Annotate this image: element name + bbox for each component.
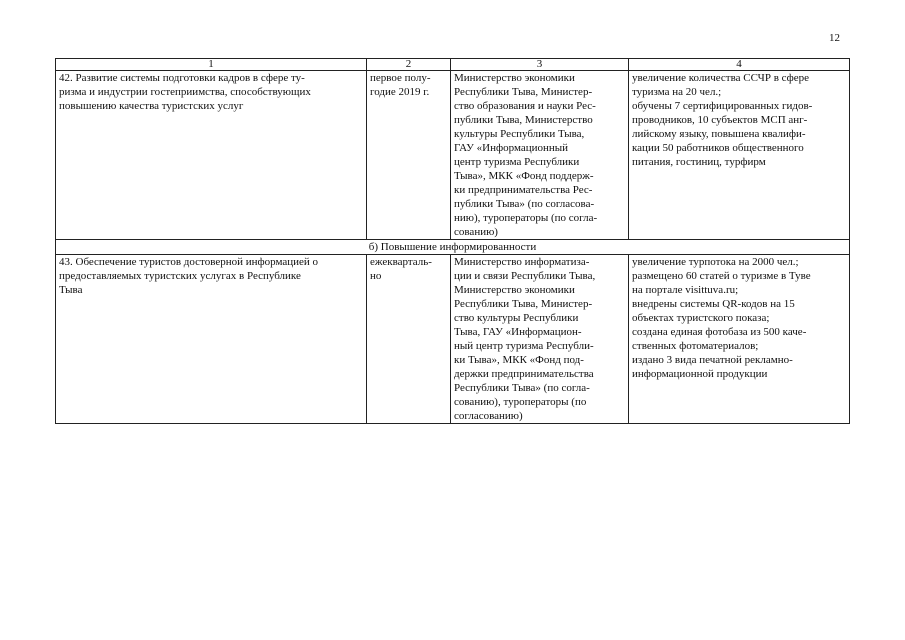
responsible-cell: Министерство информатиза- ции и связи Республики Тыва, Министерство экономики Республики Тыва, Министер- ство культуры Республики Тыва, ГАУ «Информацион- ный центр туризма Республи- ки Тыва», МКК «Фонд под- держки предпринимательства Республики Тыва» (по согла- сованию), туроператоры (по согласованию) [451, 255, 629, 424]
column-header-2: 2 [367, 59, 451, 71]
responsible-cell: Министерство экономики Республики Тыва, Министер- ство образования и науки Рес- публики Тыва, Министерство культуры Республики Тыва, ГАУ «Информационный центр туризма Республики Тыва», МКК «Фонд поддерж- ки предпринимательства Рес- публики Тыва» (по согласова- нию), туроператоры (по согла- сованию) [451, 71, 629, 240]
measure-name-cell: 42. Развитие системы подготовки кадров в сфере ту- ризма и индустрии гостеприимства, способствующих повышению качества туристских услуг [56, 71, 367, 240]
result-cell: увеличение количества ССЧР в сфере туризма на 20 чел.; обучены 7 сертифицированных гидов- проводников, 10 субъектов МСП анг- лийскому языку, повышена квалифи- кации 50 работников общественного питания, гостиниц, турфирм [629, 71, 850, 240]
table-row [56, 255, 850, 424]
deadline-cell: ежекварталь- но [367, 255, 451, 424]
table-header-row [56, 59, 850, 71]
column-header-3: 3 [451, 59, 629, 71]
column-header-1: 1 [56, 59, 367, 71]
deadline-cell: первое полу- годие 2019 г. [367, 71, 451, 240]
column-header-4: 4 [629, 59, 850, 71]
measure-name-cell: 43. Обеспечение туристов достоверной информацией о предоставляемых туристских услугах в Республике Тыва [56, 255, 367, 424]
result-cell: увеличение турпотока на 2000 чел.; размещено 60 статей о туризме в Туве на портале visittuva.ru; внедрены системы QR-кодов на 15 объектах туристского показа; создана единая фотобаза из 500 каче- ственных фотоматериалов; издано 3 вида печатной рекламно- информационной продукции [629, 255, 850, 424]
section-row [56, 240, 850, 255]
measures-table [55, 58, 850, 424]
page-number: 12 [829, 32, 840, 44]
section-heading: б) Повышение информированности [56, 240, 850, 255]
table-row [56, 71, 850, 240]
